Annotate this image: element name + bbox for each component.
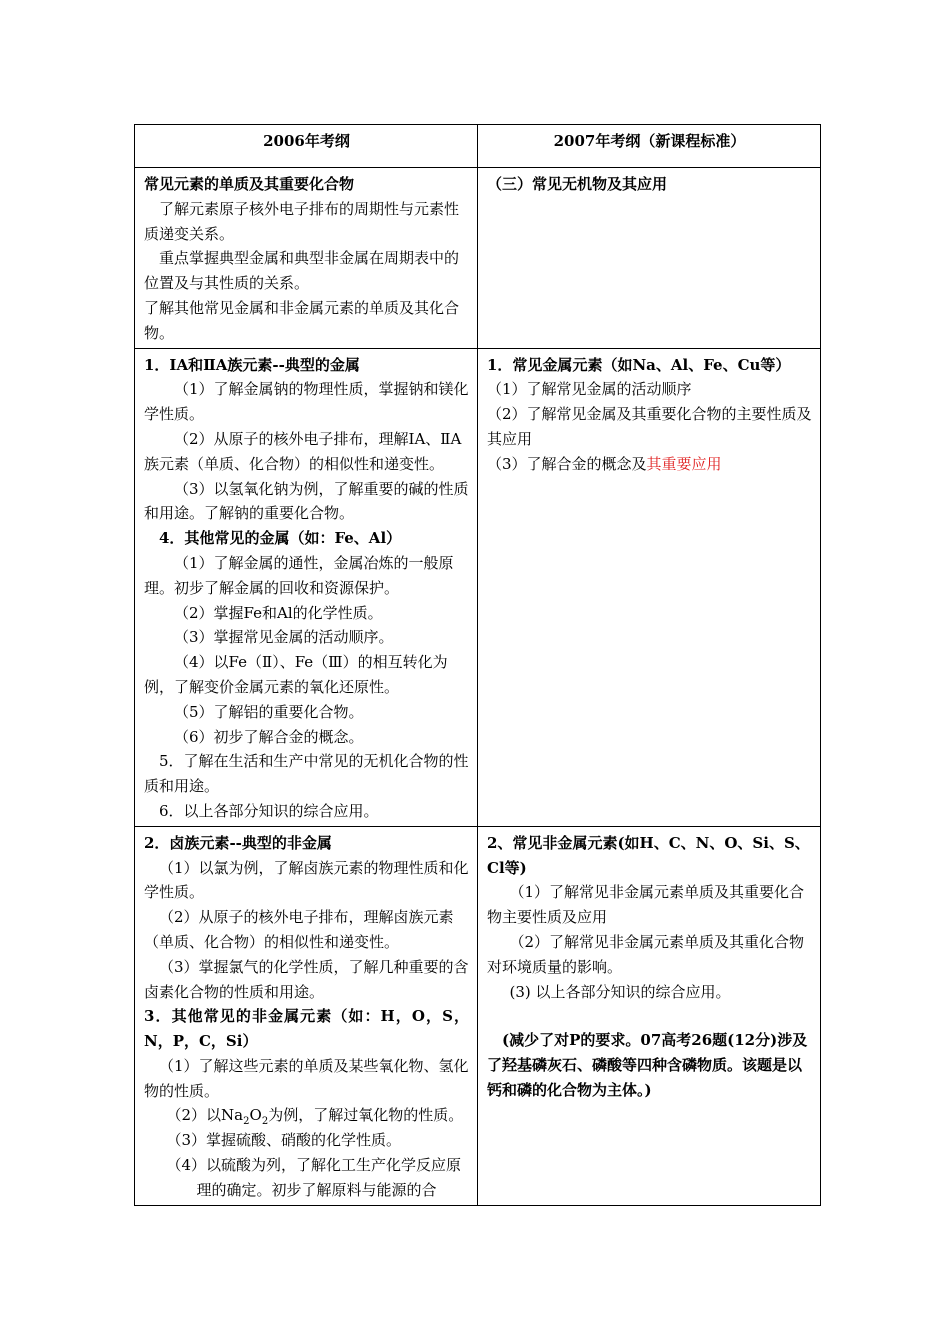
cell-2006-overview <box>135 168 478 349</box>
text-part: （2）以Na <box>166 1106 244 1125</box>
subscript: 2 <box>261 1116 269 1128</box>
paragraph: 重点掌握典型金属和典型非金属在周期表中的位置及与其性质的关系。 <box>144 249 460 293</box>
list-item <box>144 1103 469 1128</box>
section-title: 2．卤族元素--典型的非金属 <box>144 833 332 852</box>
section-title: 1．常见金属元素（如Na、Al、Fe、Cu等） <box>487 355 791 374</box>
text-part: 为例，了解过氧化物的性质。 <box>268 1106 464 1125</box>
list-item: （6）初步了解合金的概念。 <box>174 727 364 746</box>
section-title: 4．其他常见的金属（如：Fe、Al） <box>159 529 402 548</box>
list-item: （1）以氯为例，了解卤族元素的物理性质和化学性质。 <box>144 858 469 902</box>
list-item: 6．以上各部分知识的综合应用。 <box>159 801 379 820</box>
list-item: （3）掌握硫酸、硝酸的化学性质。 <box>166 1131 402 1150</box>
subscript: 2 <box>243 1116 250 1128</box>
section-title: 1．ⅠA和ⅡA族元素--典型的金属 <box>144 355 360 374</box>
list-item: （1）了解金属的通性，金属冶炼的一般原理。初步了解金属的回收和资源保护。 <box>144 553 454 597</box>
cell-2006-nonmetals <box>135 826 478 1205</box>
list-item: 理的确定。初步了解原料与能源的合 <box>196 1180 437 1199</box>
cell-2006-metals <box>135 348 478 826</box>
header-2006: 2006年考纲 <box>135 125 478 168</box>
list-item <box>487 452 812 477</box>
cell-2007-nonmetals <box>478 826 821 1205</box>
list-item: 5．了解在生活和生产中常见的无机化合物的性质和用途。 <box>144 752 469 796</box>
list-item: (3) 以上各部分知识的综合应用。 <box>509 982 731 1001</box>
list-item: （1）了解金属钠的物理性质，掌握钠和镁化学性质。 <box>144 380 469 424</box>
list-item: （2）从原子的核外电子排布，理解卤族元素（单质、化合物）的相似性和递变性。 <box>144 908 454 951</box>
highlighted-text: 其重要应用 <box>646 454 722 473</box>
list-item-text: （3）了解合金的概念及 <box>487 454 647 473</box>
cell-2007-metals <box>478 348 821 826</box>
list-item: （4）以Fe（Ⅱ）、Fe（Ⅲ）的相互转化为例，了解变价金属元素的氧化还原性。 <box>144 653 448 696</box>
paragraph: 了解其他常见金属和非金属元素的单质及其化合物。 <box>144 298 460 342</box>
section-title: 常见元素的单质及其重要化合物 <box>144 175 355 193</box>
list-item: （3）以氢氧化钠为例，了解重要的碱的性质和用途。了解钠的重要化合物。 <box>144 479 469 523</box>
list-item: （2）从原子的核外电子排布，理解ⅠA、ⅡA族元素（单质、化合物）的相似性和递变性。 <box>144 429 462 473</box>
list-item: （3）掌握常见金属的活动顺序。 <box>174 628 394 647</box>
list-item: （1）了解常见金属的活动顺序 <box>487 380 692 399</box>
list-item: （2）了解常见非金属元素单质及其重化合物对环境质量的影响。 <box>487 932 805 976</box>
table-row <box>135 168 821 349</box>
text-part: O <box>249 1106 262 1125</box>
list-item: （1）了解常见非金属元素单质及其重要化合物主要性质及应用 <box>487 883 805 927</box>
list-item: （3）掌握氯气的化学性质，了解几种重要的含卤素化合物的性质和用途。 <box>144 957 469 1001</box>
cell-2007-overview <box>478 168 821 349</box>
section-title: （三）常见无机物及其应用 <box>487 175 668 193</box>
list-item: （2）了解常见金属及其重要化合物的主要性质及其应用 <box>487 405 812 448</box>
syllabus-comparison-table <box>134 124 821 1206</box>
list-item: （1）了解这些元素的单质及某些氧化物、氢化物的性质。 <box>144 1056 469 1100</box>
note: (减少了对P的要求。07高考26题(12分)涉及了羟基磷灰石、磷酸等四种含磷物质。该题是以钙和磷的化合物为主体。) <box>487 1031 808 1099</box>
table-row <box>135 826 821 1205</box>
table-row <box>135 348 821 826</box>
paragraph: 了解元素原子核外电子排布的周期性与元素性质递变关系。 <box>144 199 460 243</box>
list-item: （4）以硫酸为列，了解化工生产化学反应原 <box>166 1156 462 1175</box>
section-title: 3．其他常见的非金属元素（如：H，O，S，N，P，C，Si） <box>144 1007 469 1051</box>
list-item: （2）掌握Fe和Al的化学性质。 <box>174 603 383 622</box>
header-row <box>135 125 821 168</box>
list-item: （5）了解铝的重要化合物。 <box>174 702 364 721</box>
section-title: 2、常见非金属元素(如H、C、N、O、Si、S、Cl等) <box>487 833 810 877</box>
header-2007: 2007年考纲（新课程标准） <box>478 125 821 168</box>
spacer <box>487 1004 812 1028</box>
